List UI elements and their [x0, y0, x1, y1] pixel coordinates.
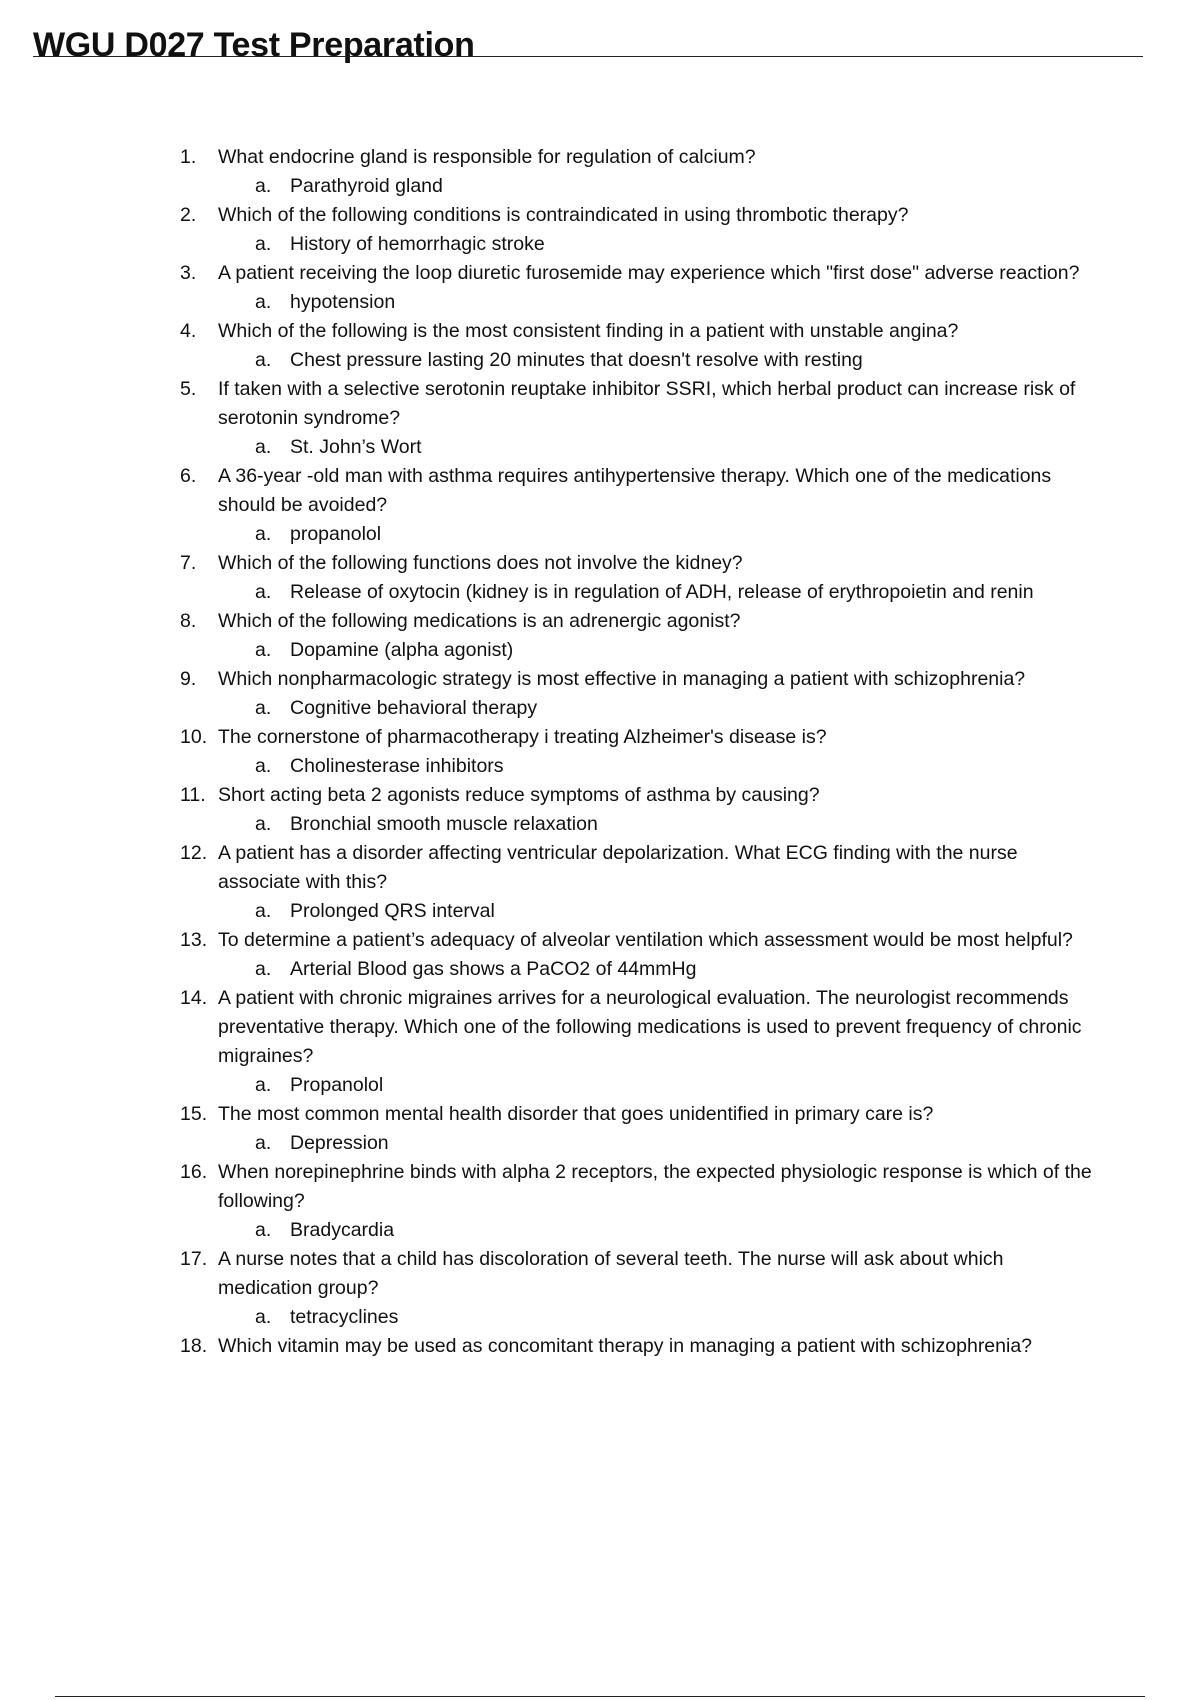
question-text: Which of the following medications is an adrenergic agonist? [218, 610, 741, 632]
question-text: Which of the following conditions is contraindicated in using thrombotic therapy? [218, 204, 909, 226]
question-number: 2. [180, 204, 197, 226]
answer-letter: a. [255, 523, 272, 545]
answer-text: tetracyclines [290, 1306, 399, 1328]
question-number: 17. [180, 1248, 208, 1270]
answer-letter: a. [255, 813, 272, 835]
question-text: If taken with a selective serotonin reuptake inhibitor SSRI, which herbal product can increase risk of serotonin syndrome? [218, 378, 1076, 429]
answer-text: Cholinesterase inhibitors [290, 755, 504, 777]
question-item [0, 462, 1098, 520]
answer-text: Release of oxytocin (kidney is in regulation of ADH, release of erythropoietin and renin [290, 581, 1034, 603]
answer-item [0, 346, 1110, 375]
question-item [0, 1158, 1098, 1216]
answer-item [0, 752, 1110, 781]
question-item [0, 1332, 1098, 1361]
answer-item [0, 172, 1110, 201]
footer-divider [55, 1696, 1145, 1697]
answer-item [0, 433, 1110, 462]
answer-letter: a. [255, 233, 272, 255]
question-item [0, 1245, 1098, 1303]
question-number: 15. [180, 1103, 208, 1125]
question-item [0, 781, 1098, 810]
answer-item [0, 955, 1110, 984]
question-number: 11. [180, 784, 206, 806]
answer-letter: a. [255, 755, 272, 777]
answer-item [0, 694, 1110, 723]
question-text: What endocrine gland is responsible for regulation of calcium? [218, 146, 756, 168]
answer-item [0, 520, 1110, 549]
page-title: WGU D027 Test Preparation [33, 26, 475, 64]
question-text: Which of the following is the most consistent finding in a patient with unstable angina? [218, 320, 959, 342]
answer-text: Cognitive behavioral therapy [290, 697, 538, 719]
answer-text: Chest pressure lasting 20 minutes that doesn't resolve with resting [290, 349, 863, 371]
question-text: The cornerstone of pharmacotherapy i treating Alzheimer's disease is? [218, 726, 827, 748]
question-text: Which nonpharmacologic strategy is most effective in managing a patient with schizophrenia? [218, 668, 1026, 690]
answer-text: Propanolol [290, 1074, 384, 1096]
answer-item [0, 1303, 1110, 1332]
question-text: A nurse notes that a child has discoloration of several teeth. The nurse will ask about which medication group? [218, 1248, 1004, 1299]
question-text: A patient with chronic migraines arrives for a neurological evaluation. The neurologist recommends preventative therapy. Which one of the following medications is used to prevent frequency of chronic migraines? [218, 987, 1082, 1067]
answer-letter: a. [255, 291, 272, 313]
question-item [0, 259, 1098, 288]
answer-text: Arterial Blood gas shows a PaCO2 of 44mmHg [290, 958, 697, 980]
question-number: 5. [180, 378, 197, 400]
answer-letter: a. [255, 1132, 272, 1154]
title-row [33, 28, 1143, 62]
question-number: 6. [180, 465, 197, 487]
question-number: 8. [180, 610, 197, 632]
answer-text: hypotension [290, 291, 396, 313]
answer-letter: a. [255, 581, 272, 603]
question-item [0, 607, 1098, 636]
answer-text: Parathyroid gland [290, 175, 443, 197]
question-number: 14. [180, 987, 208, 1009]
question-text: Which vitamin may be used as concomitant therapy in managing a patient with schizophrenia? [218, 1335, 1033, 1357]
answer-item [0, 636, 1110, 665]
question-number: 16. [180, 1161, 208, 1183]
question-item [0, 317, 1098, 346]
question-item [0, 201, 1098, 230]
answer-letter: a. [255, 900, 272, 922]
question-item [0, 375, 1098, 433]
question-text: To determine a patient’s adequacy of alveolar ventilation which assessment would be most helpful? [218, 929, 1073, 951]
question-item [0, 839, 1098, 897]
answer-text: propanolol [290, 523, 382, 545]
answer-text: Bronchial smooth muscle relaxation [290, 813, 598, 835]
question-number: 9. [180, 668, 197, 690]
question-number: 12. [180, 842, 208, 864]
answer-letter: a. [255, 175, 272, 197]
answer-text: St. John’s Wort [290, 436, 422, 458]
answer-letter: a. [255, 1219, 272, 1241]
answer-item [0, 578, 1110, 607]
answer-text: Dopamine (alpha agonist) [290, 639, 514, 661]
question-item [0, 1100, 1098, 1129]
answer-letter: a. [255, 958, 272, 980]
question-text: When norepinephrine binds with alpha 2 receptors, the expected physiologic response is which of the following? [218, 1161, 1092, 1212]
question-text: Which of the following functions does not involve the kidney? [218, 552, 743, 574]
question-text: A patient receiving the loop diuretic furosemide may experience which "first dose" adverse reaction? [218, 262, 1080, 284]
answer-letter: a. [255, 349, 272, 371]
answer-text: Prolonged QRS interval [290, 900, 495, 922]
answer-item [0, 1129, 1110, 1158]
title-underline [33, 56, 1143, 57]
answer-text: Depression [290, 1132, 389, 1154]
question-text: Short acting beta 2 agonists reduce symptoms of asthma by causing? [218, 784, 820, 806]
question-item [0, 143, 1098, 172]
question-number: 18. [180, 1335, 208, 1357]
question-number: 1. [180, 146, 197, 168]
question-number: 7. [180, 552, 197, 574]
answer-letter: a. [255, 639, 272, 661]
answer-item [0, 1071, 1110, 1100]
question-list [0, 143, 1200, 1361]
answer-text: Bradycardia [290, 1219, 395, 1241]
question-text: A 36-year -old man with asthma requires antihypertensive therapy. Which one of the medications should be avoided? [218, 465, 1052, 516]
answer-item [0, 897, 1110, 926]
question-item [0, 926, 1098, 955]
question-item [0, 723, 1098, 752]
question-item [0, 984, 1098, 1071]
answer-item [0, 810, 1110, 839]
question-text: A patient has a disorder affecting ventricular depolarization. What ECG finding with the nurse associate with this? [218, 842, 1018, 893]
answer-item [0, 230, 1110, 259]
answer-item [0, 288, 1110, 317]
answer-letter: a. [255, 1306, 272, 1328]
answer-item [0, 1216, 1110, 1245]
question-number: 4. [180, 320, 197, 342]
answer-text: History of hemorrhagic stroke [290, 233, 545, 255]
answer-letter: a. [255, 1074, 272, 1096]
question-number: 3. [180, 262, 197, 284]
question-item [0, 665, 1098, 694]
question-number: 13. [180, 929, 208, 951]
question-item [0, 549, 1098, 578]
answer-letter: a. [255, 697, 272, 719]
question-number: 10. [180, 726, 208, 748]
answer-letter: a. [255, 436, 272, 458]
question-text: The most common mental health disorder that goes unidentified in primary care is? [218, 1103, 934, 1125]
